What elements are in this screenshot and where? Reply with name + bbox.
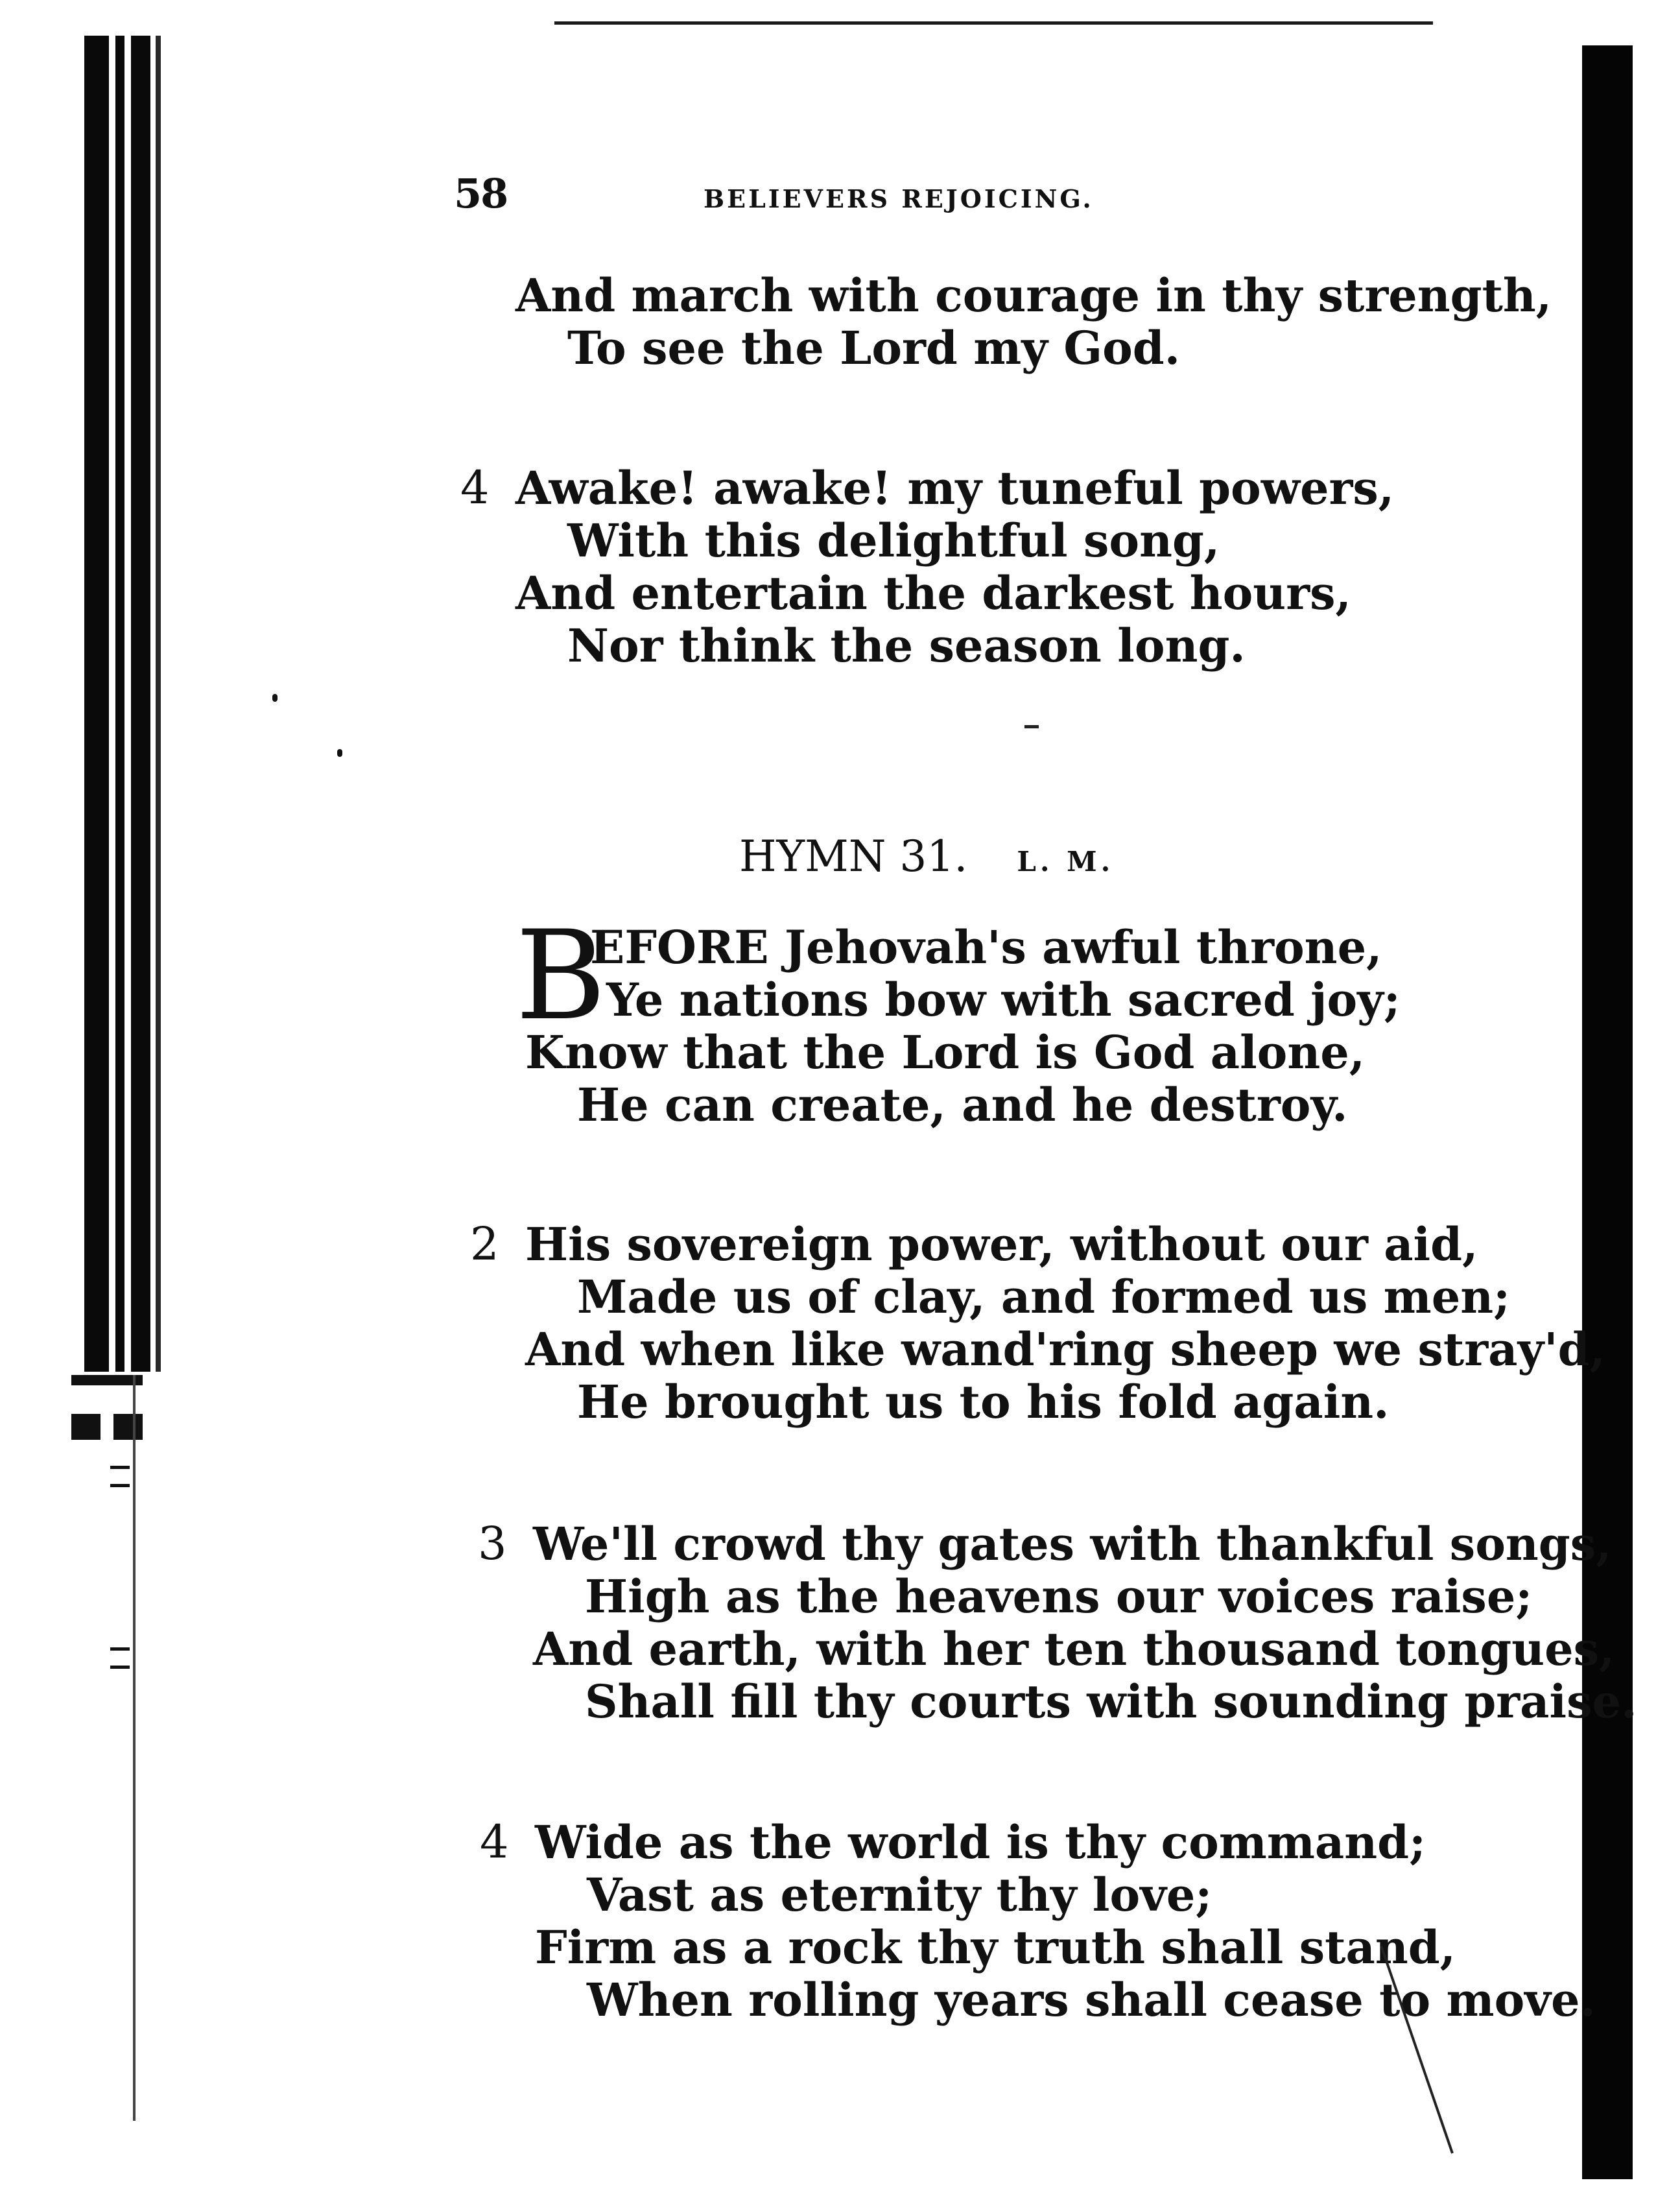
running-head — [454, 170, 1232, 222]
verse-line: Made us of clay, and formed us men; — [577, 1270, 1510, 1324]
verse-line: Know that the Lord is God alone, — [525, 1025, 1366, 1079]
binding-bar — [84, 36, 109, 1372]
speck — [1024, 725, 1039, 728]
hymn-stanza-1 — [515, 904, 1401, 1132]
verse-line: And march with courage in thy strength, — [515, 269, 1552, 322]
verse-line: Vast as eternity thy love; — [587, 1868, 1213, 1922]
hymn-title: HYMN 31. — [739, 831, 968, 881]
verse-line: Shall fill thy courts with sounding praise. — [585, 1675, 1637, 1728]
verse-line-text: Awake! awake! my tuneful powers, — [515, 461, 1395, 515]
speck — [272, 694, 278, 702]
verse-number: 3 — [478, 1517, 507, 1570]
verse-line — [470, 1217, 1605, 1271]
verse-line: Firm as a rock thy truth shall stand, — [535, 1920, 1456, 1974]
gutter-mark — [71, 1414, 101, 1440]
verse-line: When rolling years shall cease to move. — [587, 1973, 1596, 2027]
running-title: BELIEVERS REJOICING. — [704, 184, 1094, 213]
verse-line: He brought us to his fold again. — [577, 1375, 1390, 1429]
gutter-mark — [71, 1375, 143, 1385]
verse-line: Ye nations bow with sacred joy; — [606, 973, 1401, 1027]
gutter-mark — [110, 1466, 130, 1469]
gutter-marks — [65, 1375, 162, 2153]
verse-line-text: His sovereign power, without our aid, — [525, 1217, 1478, 1271]
gutter-mark — [113, 1414, 143, 1440]
gutter-line — [133, 1375, 136, 2121]
verse-line: With this delightful song, — [567, 514, 1220, 567]
gutter-mark — [110, 1647, 130, 1651]
verse-line: Nor think the season long. — [567, 619, 1246, 673]
verse-line — [460, 461, 1395, 515]
verse-line — [478, 1517, 1637, 1571]
drop-cap: B — [515, 904, 606, 1047]
verse-line-text: We'll crowd thy gates with thankful songs, — [533, 1517, 1612, 1571]
verse-line — [480, 1815, 1596, 1869]
gutter-mark — [110, 1666, 130, 1669]
binding-bar — [131, 36, 150, 1372]
continued-stanza — [515, 269, 1552, 374]
verse-number: 4 — [480, 1815, 509, 1869]
verse-line: And earth, with her ten thousand tongues, — [533, 1622, 1615, 1676]
verse-number: 4 — [460, 461, 490, 514]
binding-bar — [115, 36, 124, 1372]
binding-bar — [156, 36, 161, 1372]
pen-stroke — [1375, 1939, 1472, 2166]
page-number: 58 — [454, 170, 508, 217]
hymn-stanza-2 — [470, 1217, 1605, 1429]
verse-line: He can create, and he destroy. — [577, 1078, 1348, 1132]
verse-number: 2 — [470, 1217, 499, 1271]
hymn-stanza-3 — [478, 1517, 1637, 1728]
top-rule — [554, 21, 1433, 25]
verse-line: And when like wand'ring sheep we stray'd, — [525, 1322, 1605, 1376]
gutter-mark — [110, 1484, 130, 1487]
hymn-heading — [739, 831, 1114, 881]
verse-line: To see the Lord my God. — [567, 321, 1181, 375]
verse-line-text: Wide as the world is thy command; — [535, 1815, 1426, 1869]
verse-line: EFORE Jehovah's awful throne, — [590, 920, 1382, 974]
binding-shadow-left — [84, 36, 175, 1372]
hymn-meter: L. M. — [1017, 846, 1115, 878]
verse-line: And entertain the darkest hours, — [515, 566, 1351, 620]
speck — [337, 749, 342, 757]
verse-line: High as the heavens our voices raise; — [585, 1570, 1533, 1623]
stanza-4-previous — [460, 461, 1395, 673]
